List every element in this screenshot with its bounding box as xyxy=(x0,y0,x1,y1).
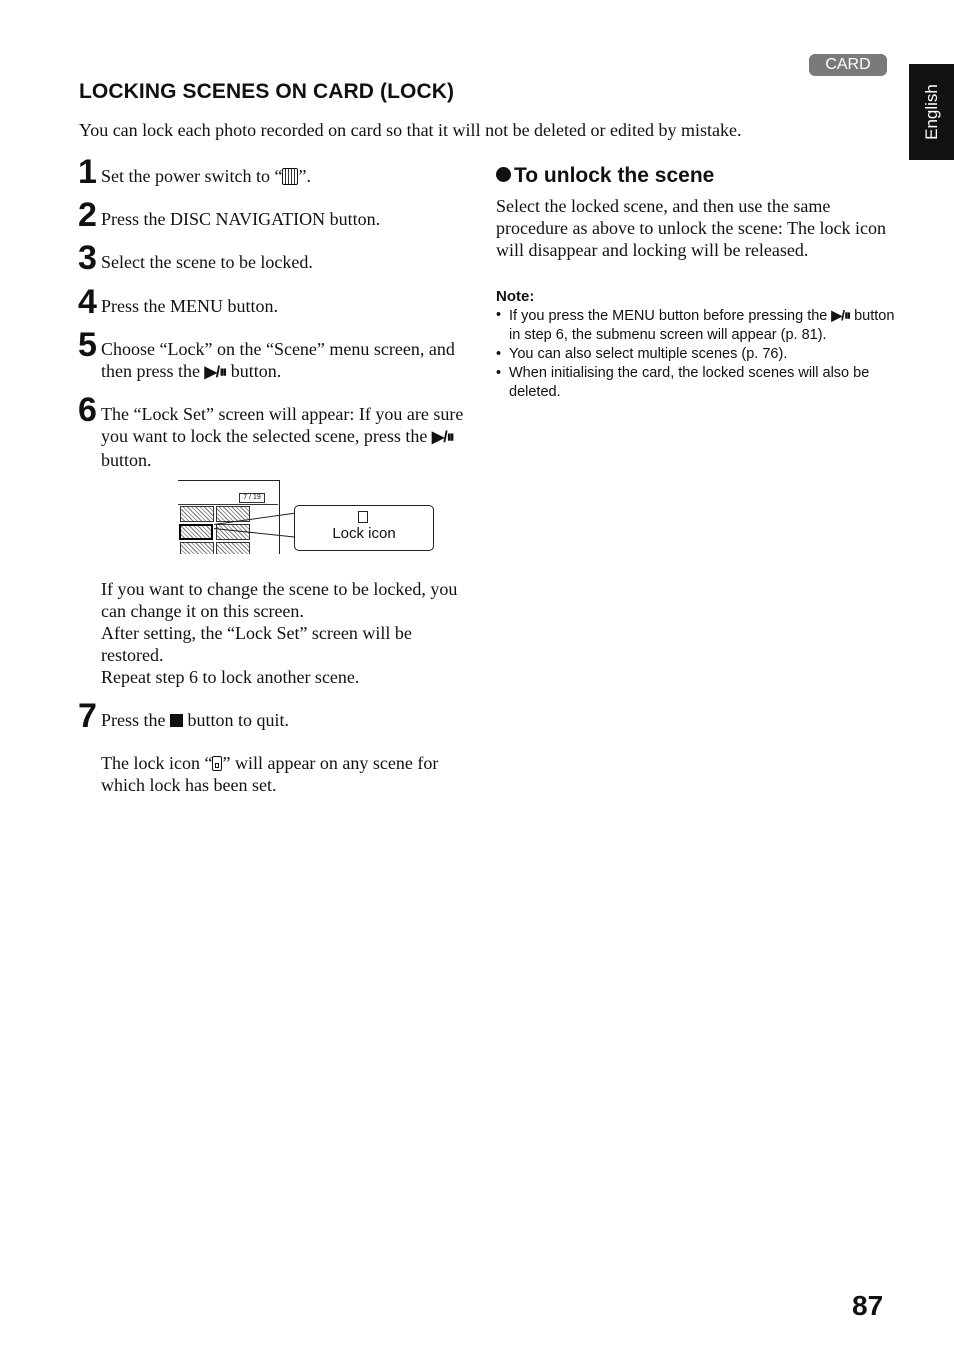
step-7 xyxy=(78,697,468,735)
step-number: 1 xyxy=(78,153,97,191)
step-number: 2 xyxy=(78,196,97,234)
step-text-end: button to quit. xyxy=(183,710,290,730)
step-text-end: button. xyxy=(101,450,152,470)
step-1 xyxy=(78,153,468,191)
bullet-dot-icon xyxy=(496,167,511,182)
step-number: 3 xyxy=(78,239,97,277)
note-item: • You can also select multiple scenes (p. 76). xyxy=(496,345,896,364)
step-6 xyxy=(78,391,468,471)
paragraph-line: After setting, the “Lock Set” screen will be restored. xyxy=(101,623,412,665)
language-tab xyxy=(909,64,954,160)
play-pause-icon: ▶/⏸ xyxy=(431,429,454,446)
callout-label: Lock icon xyxy=(332,525,396,542)
note-text: If you press the MENU button before pressing the xyxy=(509,308,832,324)
screen-divider xyxy=(178,504,278,505)
section-badge: CARD xyxy=(809,54,887,76)
step-text: Press the MENU button. xyxy=(101,296,278,316)
play-pause-icon: ▶/⏸ xyxy=(831,307,851,323)
note-item: • When initialising the card, the locked scenes will also be deleted. xyxy=(496,364,896,402)
unlock-heading xyxy=(496,164,714,188)
step-5 xyxy=(78,326,468,384)
note-list xyxy=(496,306,896,402)
step-text-end: button. xyxy=(226,361,282,381)
step-text: Press the xyxy=(101,710,170,730)
step-6-notes xyxy=(101,578,471,688)
step-number: 4 xyxy=(78,283,97,321)
note-text-end: button in step 6, the submenu screen will appear (p. 81). xyxy=(509,308,895,343)
scene-thumbnail xyxy=(180,506,214,522)
scene-thumbnail xyxy=(180,542,214,554)
step-text: The “Lock Set” screen will appear: If you are sure you want to lock the selected scene, press the xyxy=(101,404,464,446)
step-number: 7 xyxy=(78,697,97,735)
paragraph-line: If you want to change the scene to be locked, you can change it on this screen. xyxy=(101,579,458,621)
note-title: Note: xyxy=(496,288,535,305)
step-text: Choose “Lock” on the “Scene” menu screen, and then press the xyxy=(101,339,455,381)
scene-thumbnail xyxy=(216,542,250,554)
intro-text: You can lock each photo recorded on card so that it will not be deleted or edited by mistake. xyxy=(79,120,742,140)
paragraph-text-end: ” will appear on any scene for which lock has been set. xyxy=(101,753,439,795)
step-number: 6 xyxy=(78,391,97,429)
section-heading: LOCKING SCENES ON CARD (LOCK) xyxy=(79,80,455,103)
page-number: 87 xyxy=(852,1290,884,1321)
step-text-end: ”. xyxy=(298,166,311,186)
card-mode-icon xyxy=(282,168,298,185)
unlock-body: Select the locked scene, and then use the same procedure as above to unlock the scene: The lock icon will disappear and locking will be released. xyxy=(496,196,887,260)
lock-icon xyxy=(212,756,222,771)
paragraph-text: The lock icon “ xyxy=(101,753,213,773)
step-text: Press the DISC NAVIGATION button. xyxy=(101,209,381,229)
unlock-heading-text: To unlock the scene xyxy=(514,164,715,187)
play-pause-icon: ▶/⏸ xyxy=(204,364,227,381)
scene-thumbnail-selected xyxy=(179,524,213,540)
language-tab-label: English xyxy=(921,84,941,140)
lock-icon xyxy=(358,511,368,523)
step-4 xyxy=(78,283,468,321)
step-3 xyxy=(78,239,468,277)
step-text: Select the scene to be locked. xyxy=(101,252,313,272)
stop-icon xyxy=(170,714,183,727)
step-2 xyxy=(78,196,468,234)
lock-icon-callout xyxy=(294,505,434,551)
note-item xyxy=(496,306,896,345)
step-number: 5 xyxy=(78,326,97,364)
paragraph-line: Repeat step 6 to lock another scene. xyxy=(101,667,360,687)
scene-counter: 7 / 19 xyxy=(239,493,265,503)
step-text: Set the power switch to “ xyxy=(101,166,283,186)
step-7-note xyxy=(101,752,471,796)
